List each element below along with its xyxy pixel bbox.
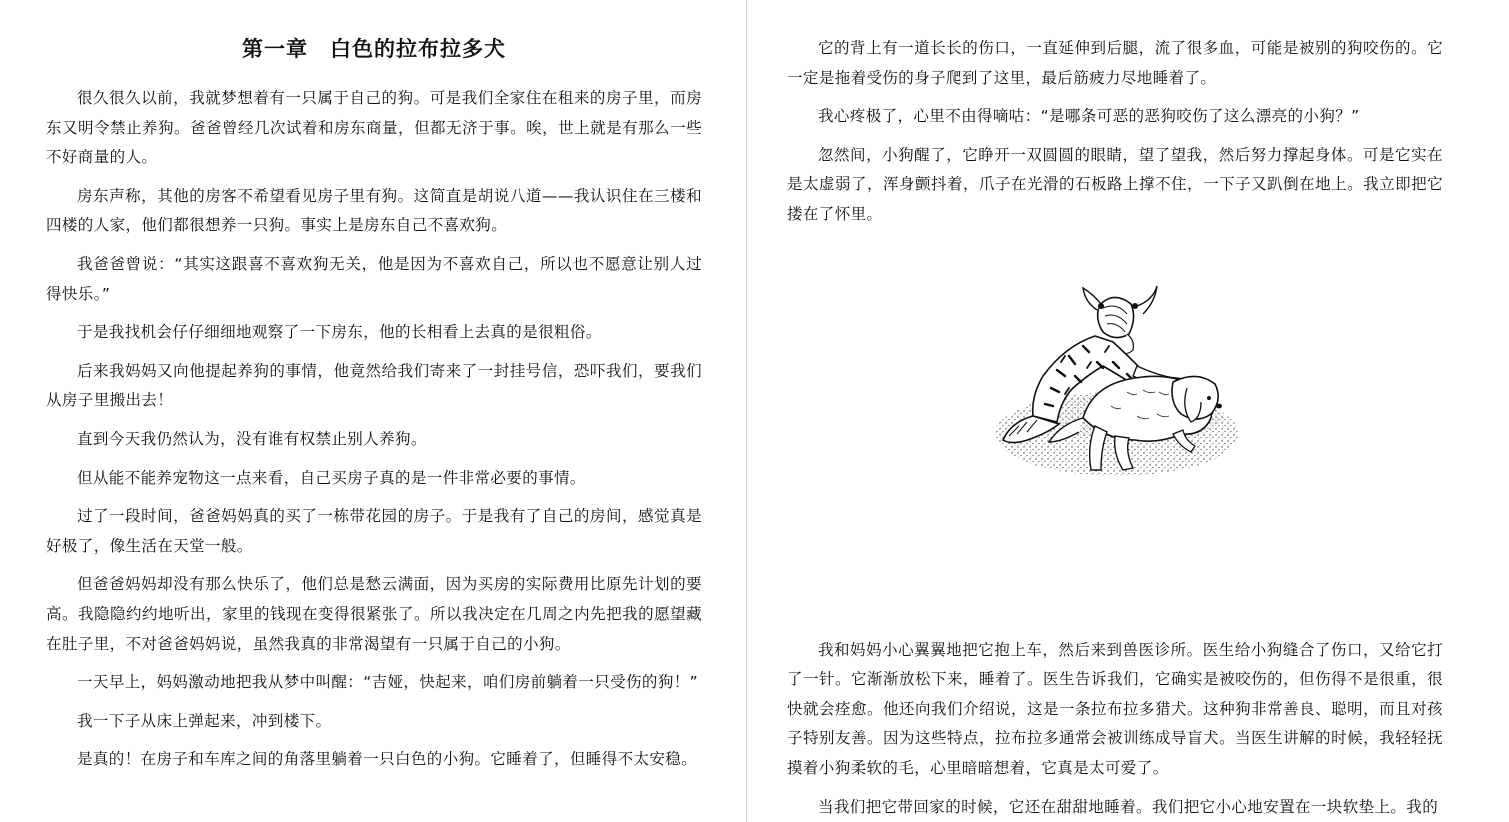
paragraph: 忽然间，小狗醒了，它睁开一双圆圆的眼睛，望了望我，然后努力撑起身体。可是它实在是太虚弱了，浑身颤抖着，爪子在光滑的石板路上撑不住，一下子又趴倒在地上。我立即把它搂在了怀里。 (787, 145, 1443, 223)
girl-petting-dog-illustration (987, 266, 1247, 496)
paragraph: 一天早上，妈妈激动地把我从梦中叫醒：“吉娅，快起来，咱们房前躺着一只受伤的狗！” (77, 673, 699, 692)
paragraph: 我和妈妈小心翼翼地把它抱上车，然后来到兽医诊所。医生给小狗缝合了伤口，又给它打了一针。它渐渐放松下来，睡着了。医生告诉我们，它确实是被咬伤的，但伤得不是很重，很快就会痊愈。他还向我们介绍说，这是一条拉布拉多猎犬。这种狗非常善良、聪明，而且对孩子特别友善。因为这些特点，拉布拉多通常会被训练成导盲犬。当医生讲解的时候，我轻轻抚摸着小狗柔软的毛，心里暗暗想着，它真是太可爱了。 (787, 640, 1443, 777)
right-page (787, 0, 1443, 822)
paragraph: 但从能不能养宠物这一点来看，自己买房子真的是一件非常必要的事情。 (77, 468, 586, 487)
paragraph: 后来我妈妈又向他提起养狗的事情，他竟然给我们寄来了一封挂号信，恐吓我们，要我们从房子里搬出去！ (46, 361, 702, 410)
chapter-number: 第一章 (242, 36, 308, 61)
paragraph: 房东声称，其他的房客不希望看见房子里有狗。这简直是胡说八道——我认识住在三楼和四楼的人家，他们都很想养一只狗。事实上是房东自己不喜欢狗。 (46, 186, 702, 235)
paragraph: 当我们把它带回家的时候，它还在甜甜地睡着。我们把它小心地安置在一块软垫上。我的 (818, 797, 1439, 816)
page-divider (746, 0, 747, 822)
paragraph: 是真的！在房子和车库之间的角落里躺着一只白色的小狗。它睡着了，但睡得不太安稳。 (77, 750, 698, 769)
paragraph: 但爸爸妈妈却没有那么快乐了，他们总是愁云满面，因为买房的实际费用比原先计划的要高。我隐隐约约地听出，家里的钱现在变得很紧张了。所以我决定在几周之内先把我的愿望藏在肚子里，不对爸爸妈妈说，虽然我真的非常渴望有一只属于自己的小狗。 (46, 575, 702, 653)
left-page (46, 0, 702, 822)
paragraph: 过了一段时间，爸爸妈妈真的买了一栋带花园的房子。于是我有了自己的房间，感觉真是好极了，像生活在天堂一般。 (46, 507, 702, 555)
paragraph: 于是我找机会仔仔细细地观察了一下房东，他的长相看上去真的是很粗俗。 (77, 323, 602, 342)
paragraph: 我心疼极了，心里不由得嘀咕：“是哪条可恶的恶狗咬伤了这么漂亮的小狗？” (818, 107, 1360, 126)
chapter-heading (46, 34, 702, 64)
paragraph: 直到今天我仍然认为，没有谁有权禁止别人养狗。 (77, 429, 427, 448)
chapter-title: 白色的拉布拉多犬 (330, 36, 506, 61)
paragraph: 很久很久以前，我就梦想着有一只属于自己的狗。可是我们全家住在租来的房子里，而房东又明令禁止养狗。爸爸曾经几次试着和房东商量，但都无济于事。唉，世上就是有那么一些不好商量的人。 (46, 89, 702, 167)
paragraph: 它的背上有一道长长的伤口，一直延伸到后腿，流了很多血，可能是被别的狗咬伤的。它一定是拖着受伤的身子爬到了这里，最后筋疲力尽地睡着了。 (787, 39, 1443, 87)
paragraph: 我一下子从床上弹起来，冲到楼下。 (77, 711, 332, 730)
paragraph: 我爸爸曾说：“其实这跟喜不喜欢狗无关，他是因为不喜欢自己，所以也不愿意让别人过得快乐。” (46, 254, 702, 303)
